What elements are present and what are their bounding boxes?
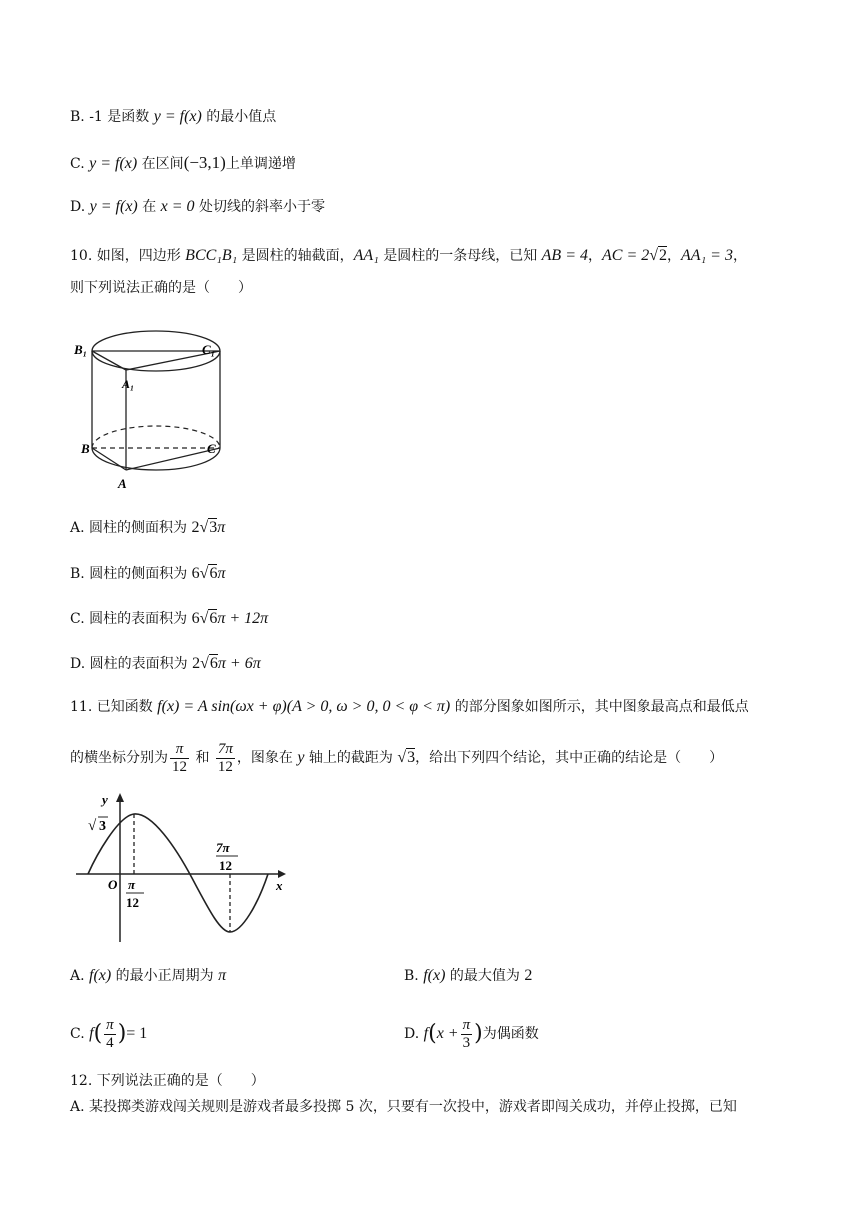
q11-stem-line1: 11. 已知函数 f(x) = A sin(ωx + φ)(A > 0, ω > 0, 0 < φ < π) 的部分图象如图所示，其中图象最高点和最低点 bbox=[70, 698, 749, 715]
frac-pi-12: $\frac{\pi}{12}$ bbox=[172, 740, 187, 775]
y-axis-arrow bbox=[116, 793, 124, 802]
q10-option-c: C. 圆柱的表面积为 6√6π + 12π bbox=[70, 610, 269, 627]
q10-cylinder-figure bbox=[74, 314, 234, 494]
label-c: C bbox=[207, 441, 216, 456]
q10-option-a: A. 圆柱的侧面积为 2√3π bbox=[70, 519, 226, 536]
q9-option-d: D. y = f(x) 在 x = 0 处切线的斜率小于零 bbox=[70, 198, 326, 215]
label-origin: O bbox=[108, 877, 118, 892]
q10-option-b: B. 圆柱的侧面积为 6√6π bbox=[70, 565, 226, 582]
q11-option-c: C. f( $\frac{\pi}{4}$ )= 1 bbox=[70, 1016, 148, 1051]
label-c1: C₁ bbox=[202, 342, 216, 357]
sine-curve bbox=[88, 814, 268, 932]
segment-b1a1 bbox=[92, 351, 126, 370]
q11-option-b: B. f(x) 的最大值为 2 bbox=[404, 967, 533, 984]
label-a: A bbox=[118, 476, 127, 491]
q11-stem-line2: 的横坐标分别为 $\frac{\pi}{12}$ 和 $\frac{7\pi}{12}$ ，图象在 y 轴上的截距为 √3，给出下列四个结论，其中正确的结论是（ ） bbox=[70, 740, 724, 775]
label-b: B bbox=[81, 441, 90, 456]
q11-option-a: A. f(x) 的最小正周期为 π bbox=[70, 967, 227, 984]
q11-option-d: D. f(x + $\frac{\pi}{3}$ )为偶函数 bbox=[404, 1016, 539, 1051]
frac-7pi-12: $\frac{7\pi}{12}$ bbox=[217, 740, 233, 775]
label-sqrt3-radicand: 3 bbox=[99, 819, 106, 834]
q9-option-c: C. y = f(x) 在区间(−3,1)上单调递增 bbox=[70, 153, 296, 172]
q11-sine-graph bbox=[74, 790, 294, 946]
segment-ac bbox=[126, 448, 220, 470]
q12-stem: 12. 下列说法正确的是（ ） bbox=[70, 1073, 265, 1089]
cylinder-bottom-back bbox=[92, 426, 220, 448]
q10-option-d: D. 圆柱的表面积为 2√6π + 6π bbox=[70, 655, 261, 672]
q12-option-a: A. 某投掷类游戏闯关规则是游戏者最多投掷 5 次，只要有一次投中，游戏者即闯关成功，并停止投掷，已知 bbox=[70, 1099, 737, 1115]
q9-option-b: B. -1 是函数 y = f(x) 的最小值点 bbox=[70, 108, 277, 125]
label-7pi12-den: 12 bbox=[219, 858, 232, 873]
label-b1: B₁ bbox=[74, 342, 88, 357]
label-pi12-num: π bbox=[128, 877, 136, 892]
q10-stem-line1: 10. 如图，四边形 BCC₁B₁ 是圆柱的轴截面，AA₁ 是圆柱的一条母线，已知 AB = 4，AC = 2√2，AA₁ = 3， bbox=[70, 247, 747, 264]
label-pi12-den: 12 bbox=[126, 895, 139, 910]
label-7pi12-num: 7π bbox=[216, 840, 230, 855]
label-y: y bbox=[102, 792, 108, 807]
cylinder-bottom-front bbox=[92, 448, 220, 470]
label-x: x bbox=[276, 878, 283, 893]
label-a1: A₁ bbox=[122, 377, 135, 391]
segment-ab bbox=[92, 448, 126, 470]
x-axis-arrow bbox=[278, 870, 286, 878]
label-sqrt3-radical: √ bbox=[88, 818, 97, 834]
q10-stem-line2: 则下列说法正确的是（ ） bbox=[70, 280, 252, 296]
